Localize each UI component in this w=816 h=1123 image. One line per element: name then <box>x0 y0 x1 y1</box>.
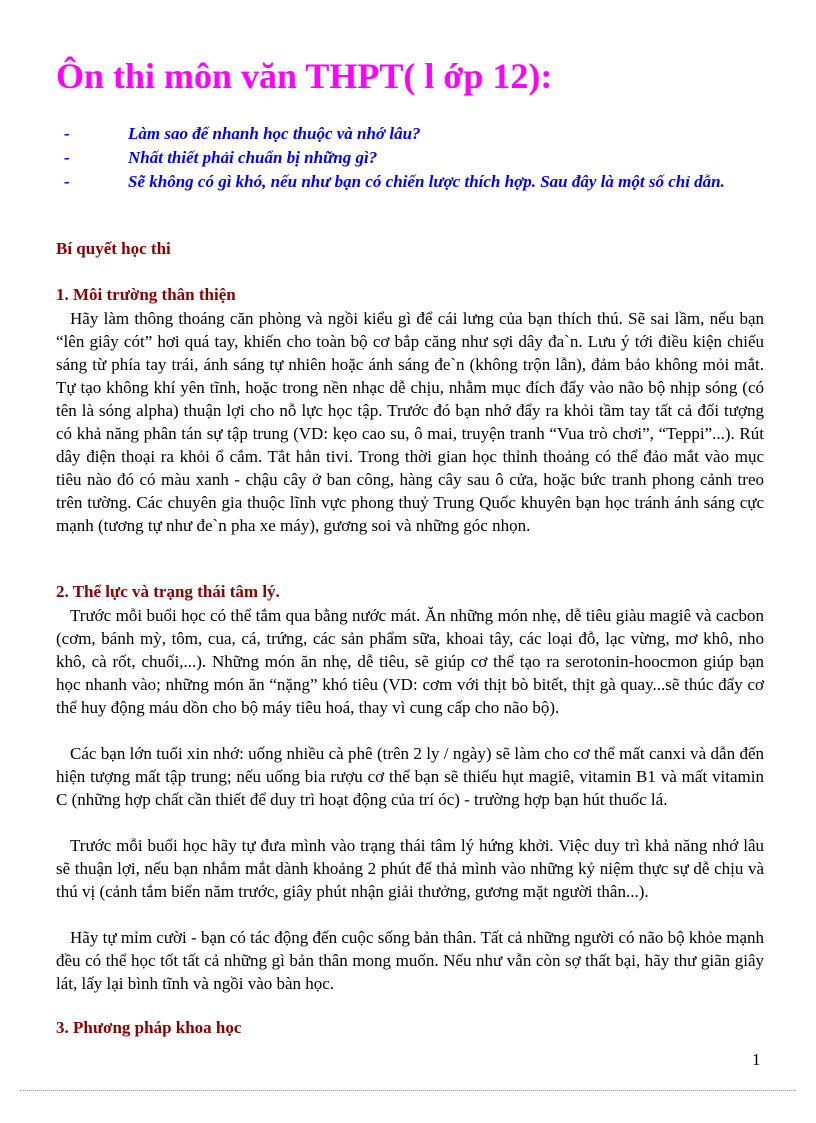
section-1-heading: 1. Môi trường thân thiện <box>56 285 236 304</box>
section-3-heading: 3. Phương pháp khoa học <box>56 1018 242 1037</box>
list-item-text: Làm sao để nhanh học thuộc và nhớ lâu? <box>128 124 421 143</box>
list-item-text: Sẽ không có gì khó, nếu như bạn có chiến lược thích hợp. Sau đây là một số chỉ dẫn. <box>128 172 725 191</box>
section-2-paragraph-1: Trước mỗi buổi học có thể tắm qua bằng nước mát. Ăn những món nhẹ, dễ tiêu giàu magiê và cacbon (cơm, bánh mỳ, tôm, cua, cá, trứng, các sản phẩm sữa, khoai tây, các loại đỗ, lạc vừng, mơ khô, nho khô, cà rốt, chuối,...). Những món ăn nhẹ, dễ tiêu, sẽ giúp cơ thể tạo ra serotonin-hoocmon giúp bạn học nhanh vào; những món ăn “nặng” khó tiêu (VD: cơm với thịt bò bitết, thịt gà quay...sẽ thúc đẩy cơ thể huy động máu dồn cho bộ máy tiêu hoá, thay vì cung cấp cho não bộ). <box>56 606 764 717</box>
footer-divider <box>20 1090 796 1091</box>
main-heading: Bí quyết học thi <box>56 239 171 258</box>
section-2-paragraph-3: Trước mỗi buổi học hãy tự đưa mình vào trạng thái tâm lý hứng khởi. Việc duy trì khả năng nhớ lâu sẽ thuận lợi, nếu bạn nhắm mắt dành khoảng 2 phút để thả mình vào những kỷ niệm thực sự dễ chịu và thú vị (cảnh tắm biển năm trước, giây phút nhận giải thưởng, gương mặt người thân...). <box>56 836 764 901</box>
bullet-dash: - <box>64 148 70 167</box>
page-number: 1 <box>752 1050 761 1069</box>
list-item <box>56 170 772 194</box>
bullet-dash: - <box>64 172 70 191</box>
question-list <box>56 122 772 194</box>
list-item-text: Nhất thiết phải chuẩn bị những gì? <box>128 148 378 167</box>
section-2-heading: 2. Thể lực và trạng thái tâm lý. <box>56 582 280 601</box>
section-2-paragraph-2: Các bạn lớn tuổi xin nhớ: uống nhiều cà phê (trên 2 ly / ngày) sẽ làm cho cơ thể mất canxi và dẫn đến hiện tượng mất tập trung; nếu uống bia rượu cơ thể bạn sẽ thiếu hụt magiê, vitamin B1 và mất vitamin C (những hợp chất cần thiết để duy trì hoạt động của trí óc) - trường hợp bạn hút thuốc lá. <box>56 744 764 809</box>
section-1-paragraph: Hãy làm thông thoáng căn phòng và ngồi kiểu gì để cái lưng của bạn thích thú. Sẽ sai lầm, nếu bạn “lên giây cót” hơi quá tay, khiến cho toàn bộ cơ bắp căng như sợi dây đa`n. Lưu ý tới điều kiện chiếu sáng từ phía tay trái, ánh sáng tự nhiên hoặc ánh sáng đe`n (không trộn lẫn), đảm bảo không mỏi mắt. Tự tạo không khí yên tĩnh, hoặc trong nền nhạc dễ chịu, nhằm mục đích đẩy vào não bộ nhịp sóng (có tên là sóng alpha) thuận lợi cho nỗ lực học tập. Trước đó bạn nhớ đẩy ra khỏi tầm tay tất cả đối tượng có khả năng phân tán sự tập trung (VD: kẹo cao su, ô mai, truyện tranh “Vua trò chơi”, “Teppi”...). Rút dây điện thoại ra khỏi ổ cắm. Tắt hẳn tivi. Trong thời gian học thỉnh thoảng có thể đảo mắt vào mục tiêu nào đó có màu xanh - chậu cây ở ban công, hàng cây sau ô cửa, hoặc bức tranh phong cảnh treo trên tường. Các chuyên gia thuộc lĩnh vực phong thuỷ Trung Quốc khuyên bạn học tránh ánh sáng cực mạnh (tương tự như đe`n pha xe máy), gương soi và những góc nhọn. <box>56 309 764 535</box>
list-item <box>56 146 772 170</box>
bullet-dash: - <box>64 124 70 143</box>
list-item <box>56 122 772 146</box>
page-title: Ôn thi môn văn THPT( l ớp 12): <box>56 56 553 96</box>
section-2-paragraph-4: Hãy tự mỉm cười - bạn có tác động đến cuộc sống bản thân. Tất cả những người có não bộ khỏe mạnh đều có thể học tốt tất cả những gì bản thân mong muốn. Nếu như vẫn còn sợ thất bại, hãy thư giãn giây lát, lấy lại bình tĩnh và ngồi vào bàn học. <box>56 928 764 993</box>
